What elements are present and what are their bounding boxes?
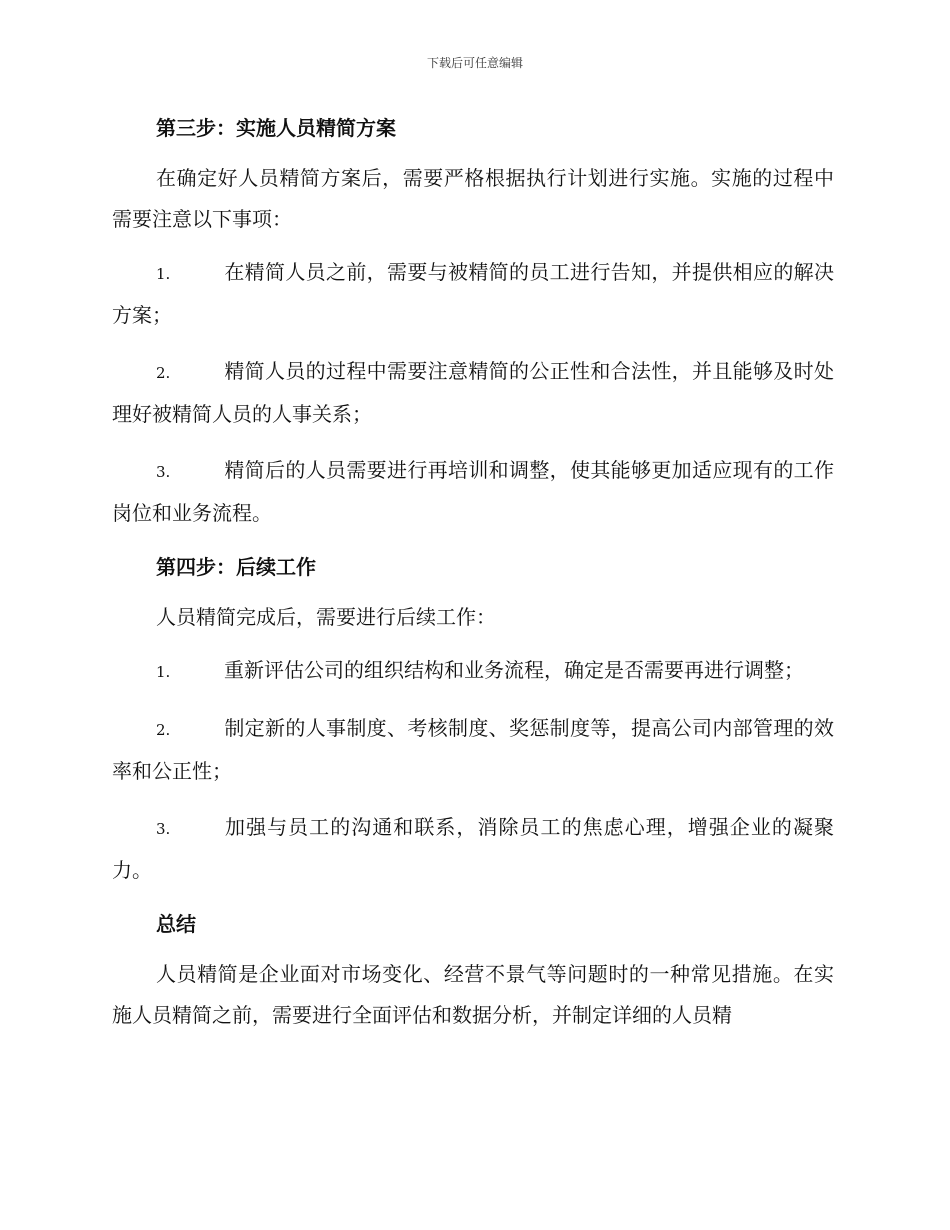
header-note: 下载后可任意编辑 [426,56,523,70]
list-item-number: 1. [156,265,171,283]
list-item [112,708,834,792]
section4-heading: 第四步：后续工作 [156,555,316,579]
list-item-text: 重新评估公司的组织结构和业务流程，确定是否需要再进行调整； [224,658,804,682]
section3-intro: 在确定好人员精简方案后，需要严格根据执行计划进行实施。实施的过程中需要注意以下事项： [112,166,834,231]
list-item [112,450,834,534]
list-item-text: 精简人员的过程中需要注意精简的公正性和合法性，并且能够及时处理好被精简人员的人事关系； [112,359,834,426]
list-item [112,351,834,435]
list-item-text: 精简后的人员需要进行再培训和调整，使其能够更加适应现有的工作岗位和业务流程。 [112,458,834,525]
list-item-number: 1. [156,663,171,681]
list-item-text: 在精简人员之前，需要与被精简的员工进行告知，并提供相应的解决方案； [112,260,834,327]
section3-heading: 第三步：实施人员精简方案 [156,116,396,140]
summary-heading: 总结 [156,912,196,936]
section4-intro: 人员精简完成后，需要进行后续工作： [156,605,496,629]
list-item [112,650,834,693]
summary-text: 人员精简是企业面对市场变化、经营不景气等问题时的一种常见措施。在实施人员精简之前，需要进行全面评估和数据分析，并制定详细的人员精 [112,962,834,1027]
list-item [112,807,834,891]
list-item [112,252,834,336]
list-item-number: 3. [156,820,171,838]
document-body [112,110,834,1048]
list-item-text: 加强与员工的沟通和联系，消除员工的焦虑心理，增强企业的凝聚力。 [112,815,834,882]
list-item-number: 3. [156,463,171,481]
list-item-number: 2. [156,364,171,382]
list-item-text: 制定新的人事制度、考核制度、奖惩制度等，提高公司内部管理的效率和公正性； [112,716,834,783]
list-item-number: 2. [156,721,171,739]
